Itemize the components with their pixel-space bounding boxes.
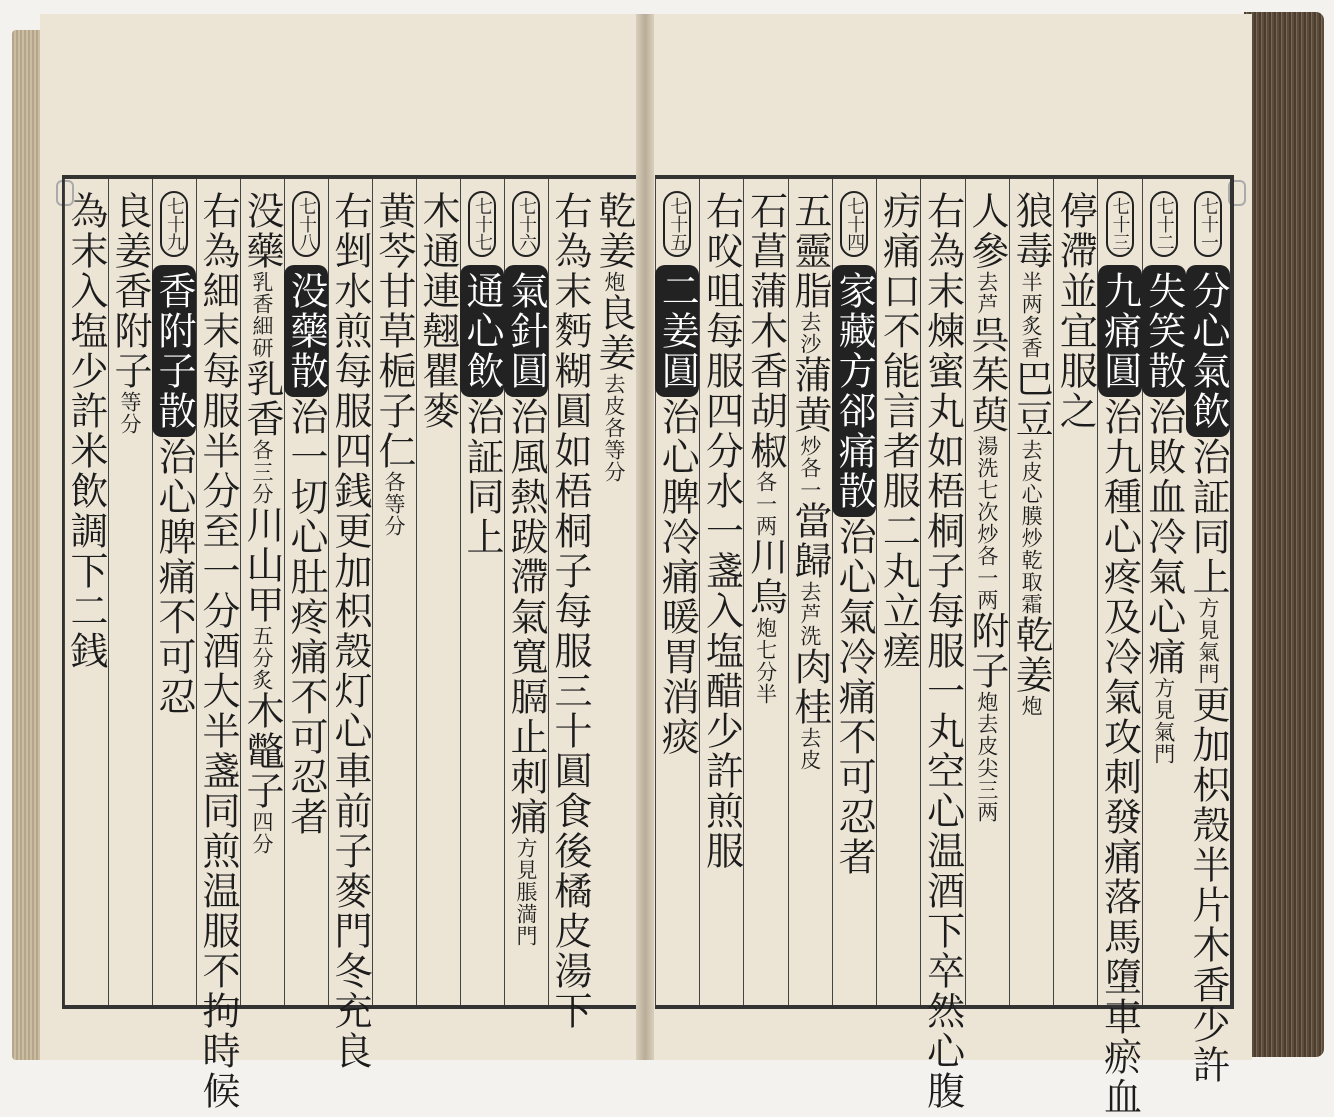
annotation-note: 各一两 <box>753 471 778 537</box>
column-text: 右為細末每服半分至一分酒大半盞同煎温服不拘時候 <box>196 191 240 1111</box>
column-text: 治証同上 <box>460 397 504 557</box>
text-column <box>152 179 196 1005</box>
column-text: 蒲黄 <box>787 355 832 435</box>
annotation-note: 等分 <box>118 391 142 435</box>
column-text: 五靈脂 <box>787 191 832 311</box>
text-column <box>832 179 876 1005</box>
column-text: 連翹 <box>416 271 460 351</box>
entry-number: 七十一 <box>1194 191 1222 257</box>
column-text: 肉桂 <box>787 647 832 727</box>
annotation-note: 炮去皮尖三两 <box>974 691 999 823</box>
annotation-note: 去芦 <box>974 271 999 315</box>
column-text: 停滯並宜服之 <box>1053 191 1098 431</box>
text-column <box>920 179 965 1111</box>
column-text: 治心脾冷痛暖胃消痰 <box>655 397 700 757</box>
annotation-note: 炮 <box>1019 695 1044 717</box>
column-text: 疠痛口不能言者服二丸立瘥 <box>876 191 921 671</box>
annotation-note: 炮七分半 <box>753 617 778 705</box>
prescription-title: 通心飲 <box>460 265 504 397</box>
annotation-note: 湯洗七次炒各一两 <box>974 435 999 611</box>
column-text: 乾姜 <box>592 191 636 271</box>
annotation-note: 各等分 <box>382 471 406 537</box>
column-text: 木鼈子 <box>240 691 284 811</box>
column-text: 良姜 <box>592 293 636 373</box>
entry-number: 七十九 <box>160 191 188 257</box>
entry-number: 七十六 <box>512 191 540 257</box>
text-column <box>372 179 416 1005</box>
annotation-note: 炒各一 <box>797 435 822 501</box>
text-column <box>1142 179 1186 1005</box>
prescription-title: 失笑散 <box>1142 265 1186 397</box>
entry-number: 七十五 <box>663 191 691 257</box>
column-text: 右為末麪糊圓如梧桐子每服三十圓食後橘皮湯下 <box>548 191 592 1031</box>
column-text: 治心氣冷痛不可忍者 <box>832 517 877 877</box>
text-column <box>504 179 548 1005</box>
column-text: 治九種心疼及冷氣攻刺發痛落馬墮車瘀血 <box>1097 397 1142 1117</box>
column-text: 木香 <box>743 311 788 391</box>
text-column <box>548 179 592 1031</box>
prescription-title: 分心氣飲 <box>1186 265 1230 437</box>
entry-number: 七十四 <box>840 191 868 257</box>
column-text: 治心脾痛不可忍 <box>152 437 196 717</box>
column-text: 没藥 <box>240 191 284 271</box>
column-text: 川山甲 <box>240 505 284 625</box>
column-text: 木通 <box>416 191 460 271</box>
text-column <box>64 179 108 1005</box>
text-column <box>788 179 832 1005</box>
column-text: 治敗血冷氣心痛 <box>1141 397 1186 677</box>
annotation-note: 各三分 <box>250 439 274 505</box>
text-column <box>592 179 636 1005</box>
annotation-note: 炮 <box>602 271 626 293</box>
column-text: 乾姜 <box>1009 615 1054 695</box>
text-column <box>699 179 743 1005</box>
text-column <box>196 179 240 1111</box>
text-column <box>328 179 372 1071</box>
column-text: 人參 <box>964 191 1009 271</box>
text-column <box>1185 179 1230 1085</box>
entry-number: 七十七 <box>468 191 496 257</box>
column-text: 石菖蒲 <box>743 191 788 311</box>
column-text: 附子 <box>964 611 1009 691</box>
column-text: 當歸 <box>787 501 832 581</box>
right-page-text-frame <box>655 175 1234 1117</box>
text-column <box>416 179 460 1005</box>
page-edges-right <box>1244 12 1324 1057</box>
annotation-note: 去沙 <box>797 311 822 355</box>
left-page-text-frame <box>62 175 636 1111</box>
column-text: 右為末煉蜜丸如梧桐子每服一丸空心温酒下卒然心腹 <box>920 191 965 1111</box>
text-column <box>240 179 284 1005</box>
text-column <box>284 179 328 1005</box>
column-text: 為末入塩少許米飲調下二銭 <box>64 191 108 671</box>
column-text: 梔子仁 <box>372 351 416 471</box>
prescription-title: 氣針圓 <box>504 265 548 397</box>
text-column <box>876 179 920 1005</box>
annotation-note: 四分 <box>250 811 274 855</box>
prescription-title: 二姜圓 <box>655 265 699 397</box>
column-text: 甘草 <box>372 271 416 351</box>
annotation-note: 半两炙香 <box>1019 271 1044 359</box>
entry-number: 七十八 <box>292 191 320 257</box>
column-text: 香附子 <box>108 271 152 391</box>
book-gutter <box>636 14 654 1060</box>
column-text: 黄芩 <box>372 191 416 271</box>
annotation-note: 去芦洗 <box>797 581 822 647</box>
annotation-note: 方見氣門 <box>1195 597 1220 685</box>
column-text: 右剉水煎每服四銭更加枳殼灯心車前子麥門冬充良 <box>328 191 372 1071</box>
column-text: 治証同上 <box>1185 437 1230 597</box>
annotation-note: 去皮各等分 <box>602 373 626 483</box>
text-column <box>1053 179 1097 1005</box>
prescription-title: 九痛圓 <box>1098 265 1142 397</box>
annotation-note: 去皮 <box>797 727 822 771</box>
entry-number: 七十二 <box>1150 191 1178 257</box>
column-text: 更加枳殼半片木香少許 <box>1185 685 1230 1085</box>
column-text: 良姜 <box>108 191 152 271</box>
prescription-title: 香附子散 <box>152 265 196 437</box>
column-text: 川烏 <box>743 537 788 617</box>
annotation-note: 方見氣門 <box>1151 677 1176 765</box>
column-text: 巴豆 <box>1009 359 1054 439</box>
annotation-note: 五分炙 <box>250 625 274 691</box>
annotation-note: 去皮心膜炒乾取霜 <box>1019 439 1044 615</box>
annotation-note: 方見脹満門 <box>514 837 538 947</box>
column-text: 乳香 <box>240 359 284 439</box>
text-column <box>1097 179 1142 1117</box>
text-column <box>965 179 1009 1005</box>
text-column <box>1009 179 1053 1005</box>
column-text: 胡椒 <box>743 391 788 471</box>
column-text: 治風熱跋滯氣寬膈止刺痛 <box>504 397 548 837</box>
text-column <box>460 179 504 1005</box>
entry-number: 七十三 <box>1106 191 1134 257</box>
prescription-title: 没藥散 <box>284 265 328 397</box>
text-column <box>655 179 699 1005</box>
column-text: 瞿麥 <box>416 351 460 431</box>
column-text: 右㕮咀每服四分水一盞入塩醋少許煎服 <box>699 191 744 871</box>
prescription-title: 家藏方郤痛散 <box>832 265 876 517</box>
column-text: 狼毒 <box>1009 191 1054 271</box>
text-column <box>108 179 152 1005</box>
text-column <box>743 179 787 1005</box>
column-text: 治一切心肚疼痛不可忍者 <box>284 397 328 837</box>
column-text: 呉茱萸 <box>964 315 1009 435</box>
annotation-note: 乳香細研 <box>250 271 274 359</box>
